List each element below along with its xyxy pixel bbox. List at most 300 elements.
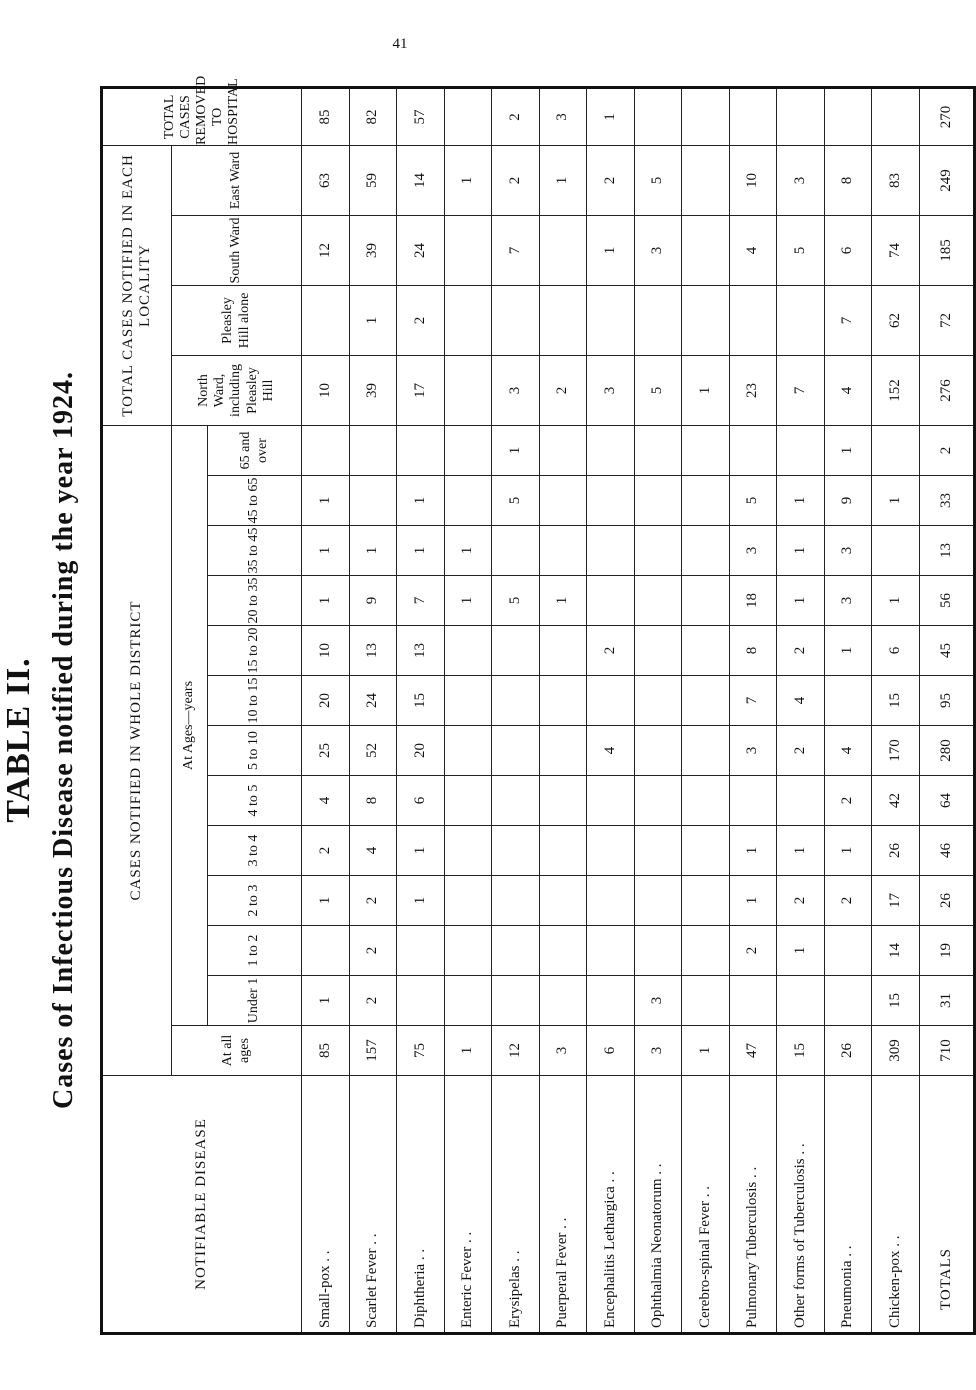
age-cell bbox=[397, 425, 445, 475]
age-cell bbox=[587, 826, 635, 876]
south-ward-cell: 6 bbox=[824, 215, 872, 285]
age-cell bbox=[349, 425, 397, 475]
total-north-ward: 276 bbox=[919, 355, 974, 425]
pleasley-hill-cell bbox=[302, 285, 350, 355]
age-cell bbox=[634, 826, 682, 876]
age-cell bbox=[824, 976, 872, 1026]
age-cell: 2 bbox=[587, 626, 635, 676]
age-cell bbox=[682, 476, 730, 526]
age-cell: 4 bbox=[587, 726, 635, 776]
age-cell bbox=[492, 776, 540, 826]
south-ward-cell bbox=[444, 215, 492, 285]
age-cell: 15 bbox=[872, 676, 920, 726]
all-ages-cell: 26 bbox=[824, 1026, 872, 1076]
total-age-cell: 46 bbox=[919, 826, 974, 876]
age-cell bbox=[634, 776, 682, 826]
age-cell: 4 bbox=[824, 726, 872, 776]
age-cell: 1 bbox=[302, 976, 350, 1026]
age-cell bbox=[587, 425, 635, 475]
age-cell: 13 bbox=[349, 626, 397, 676]
age-cell bbox=[539, 826, 587, 876]
age-cell bbox=[539, 626, 587, 676]
disease-name: Ophthalmia Neonatorum . . bbox=[634, 1076, 682, 1334]
north-ward-cell: 3 bbox=[492, 355, 540, 425]
east-ward-cell: 1 bbox=[539, 145, 587, 215]
age-cell bbox=[444, 726, 492, 776]
table-label: TABLE II. bbox=[0, 657, 37, 823]
age-cell bbox=[682, 826, 730, 876]
disease-name: Erysipelas . . bbox=[492, 1076, 540, 1334]
age-cell: 1 bbox=[397, 826, 445, 876]
age-group-header: 4 to 5 bbox=[208, 776, 302, 826]
total-age-cell: 45 bbox=[919, 626, 974, 676]
age-cell bbox=[682, 876, 730, 926]
north-ward-cell: 152 bbox=[872, 355, 920, 425]
age-cell: 1 bbox=[824, 826, 872, 876]
locality-east-header: East Ward bbox=[172, 145, 302, 215]
age-cell: 170 bbox=[872, 726, 920, 776]
age-cell bbox=[634, 926, 682, 976]
age-cell bbox=[634, 425, 682, 475]
age-cell: 1 bbox=[349, 526, 397, 576]
north-ward-cell: 7 bbox=[777, 355, 825, 425]
all-ages-cell: 12 bbox=[492, 1026, 540, 1076]
age-cell: 1 bbox=[302, 876, 350, 926]
age-group-header: 35 to 45 bbox=[208, 526, 302, 576]
hospital-cell: 1 bbox=[587, 87, 635, 145]
age-group-header: 15 to 20 bbox=[208, 626, 302, 676]
table-row bbox=[729, 87, 777, 1333]
south-ward-cell: 74 bbox=[872, 215, 920, 285]
pleasley-hill-cell bbox=[729, 285, 777, 355]
age-cell: 3 bbox=[729, 526, 777, 576]
age-cell bbox=[444, 425, 492, 475]
page-number: 41 bbox=[392, 36, 408, 52]
disease-name: Small-pox . . bbox=[302, 1076, 350, 1334]
age-group-header: 45 to 65 bbox=[208, 476, 302, 526]
age-cell: 24 bbox=[349, 676, 397, 726]
age-cell: 20 bbox=[397, 726, 445, 776]
pleasley-hill-cell bbox=[492, 285, 540, 355]
disease-name: Other forms of Tuberculosis . . bbox=[777, 1076, 825, 1334]
age-cell bbox=[729, 776, 777, 826]
age-cell: 1 bbox=[302, 476, 350, 526]
hospital-cell bbox=[444, 87, 492, 145]
age-cell bbox=[872, 425, 920, 475]
age-group-header: 10 to 15 bbox=[208, 676, 302, 726]
hospital-header: TOTAL CASES REMOVED TO HOSPITAL bbox=[102, 87, 302, 145]
age-cell bbox=[634, 676, 682, 726]
pleasley-hill-cell bbox=[587, 285, 635, 355]
age-cell: 1 bbox=[777, 576, 825, 626]
age-cell: 5 bbox=[492, 576, 540, 626]
all-ages-cell: 15 bbox=[777, 1026, 825, 1076]
hospital-cell bbox=[777, 87, 825, 145]
age-cell bbox=[682, 576, 730, 626]
all-ages-cell: 1 bbox=[444, 1026, 492, 1076]
age-cell: 8 bbox=[729, 626, 777, 676]
age-cell: 2 bbox=[824, 776, 872, 826]
age-cell bbox=[587, 976, 635, 1026]
east-ward-cell: 3 bbox=[777, 145, 825, 215]
total-all-ages: 710 bbox=[919, 1026, 974, 1076]
east-ward-cell: 8 bbox=[824, 145, 872, 215]
age-cell: 1 bbox=[539, 576, 587, 626]
age-cell: 4 bbox=[302, 776, 350, 826]
pleasley-hill-cell bbox=[539, 285, 587, 355]
age-group-header: Under 1 bbox=[208, 976, 302, 1026]
age-cell bbox=[444, 776, 492, 826]
age-cell: 2 bbox=[777, 876, 825, 926]
age-group-header: 3 to 4 bbox=[208, 826, 302, 876]
age-cell: 3 bbox=[634, 976, 682, 1026]
at-ages-header: At Ages—years bbox=[172, 425, 208, 1025]
pleasley-hill-cell: 2 bbox=[397, 285, 445, 355]
age-group-header: 5 to 10 bbox=[208, 726, 302, 776]
age-cell: 3 bbox=[729, 726, 777, 776]
age-cell: 1 bbox=[777, 826, 825, 876]
age-cell: 2 bbox=[302, 826, 350, 876]
age-cell: 4 bbox=[349, 826, 397, 876]
table-row bbox=[777, 87, 825, 1333]
table-row bbox=[349, 87, 397, 1333]
table-row bbox=[302, 87, 350, 1333]
east-ward-cell: 59 bbox=[349, 145, 397, 215]
east-ward-cell: 10 bbox=[729, 145, 777, 215]
total-hospital: 270 bbox=[919, 87, 974, 145]
age-cell bbox=[539, 776, 587, 826]
age-cell: 6 bbox=[397, 776, 445, 826]
age-cell bbox=[777, 425, 825, 475]
age-cell bbox=[444, 476, 492, 526]
age-cell bbox=[539, 976, 587, 1026]
age-cell bbox=[682, 626, 730, 676]
age-cell bbox=[872, 526, 920, 576]
locality-header: TOTAL CASES NOTIFIED IN EACH LOCALITY bbox=[102, 145, 172, 425]
age-group-header: 65 and over bbox=[208, 425, 302, 475]
table-row bbox=[587, 87, 635, 1333]
all-ages-cell: 3 bbox=[539, 1026, 587, 1076]
table-row bbox=[397, 87, 445, 1333]
age-cell bbox=[587, 776, 635, 826]
east-ward-cell: 14 bbox=[397, 145, 445, 215]
hospital-cell bbox=[824, 87, 872, 145]
age-cell bbox=[682, 976, 730, 1026]
age-cell: 25 bbox=[302, 726, 350, 776]
age-cell: 20 bbox=[302, 676, 350, 726]
hospital-cell: 82 bbox=[349, 87, 397, 145]
south-ward-cell: 24 bbox=[397, 215, 445, 285]
whole-district-header: CASES NOTIFIED IN WHOLE DISTRICT bbox=[102, 425, 172, 1075]
south-ward-cell bbox=[539, 215, 587, 285]
disease-name: Diphtheria . . bbox=[397, 1076, 445, 1334]
total-age-cell: 280 bbox=[919, 726, 974, 776]
totals-row bbox=[919, 87, 974, 1333]
age-cell: 17 bbox=[872, 876, 920, 926]
total-age-cell: 26 bbox=[919, 876, 974, 926]
age-cell bbox=[824, 676, 872, 726]
age-cell: 6 bbox=[872, 626, 920, 676]
hospital-cell: 2 bbox=[492, 87, 540, 145]
age-cell bbox=[539, 926, 587, 976]
age-cell: 3 bbox=[824, 576, 872, 626]
all-ages-cell: 1 bbox=[682, 1026, 730, 1076]
total-age-cell: 2 bbox=[919, 425, 974, 475]
north-ward-cell: 4 bbox=[824, 355, 872, 425]
age-cell bbox=[444, 876, 492, 926]
age-cell bbox=[777, 776, 825, 826]
age-cell: 14 bbox=[872, 926, 920, 976]
south-ward-cell: 5 bbox=[777, 215, 825, 285]
total-age-cell: 13 bbox=[919, 526, 974, 576]
east-ward-cell: 5 bbox=[634, 145, 682, 215]
south-ward-cell: 39 bbox=[349, 215, 397, 285]
age-cell bbox=[539, 526, 587, 576]
age-cell: 7 bbox=[729, 676, 777, 726]
age-cell: 1 bbox=[444, 576, 492, 626]
age-cell bbox=[729, 425, 777, 475]
age-cell bbox=[444, 926, 492, 976]
age-cell bbox=[634, 876, 682, 926]
age-cell bbox=[634, 576, 682, 626]
north-ward-cell bbox=[444, 355, 492, 425]
age-cell bbox=[397, 926, 445, 976]
age-cell: 1 bbox=[397, 876, 445, 926]
age-cell: 1 bbox=[444, 526, 492, 576]
locality-south-header: South Ward bbox=[172, 215, 302, 285]
pleasley-hill-cell: 7 bbox=[824, 285, 872, 355]
age-cell bbox=[539, 676, 587, 726]
age-cell: 2 bbox=[824, 876, 872, 926]
pleasley-hill-cell bbox=[444, 285, 492, 355]
age-cell bbox=[302, 425, 350, 475]
age-cell bbox=[587, 876, 635, 926]
rotated-page-content bbox=[0, 75, 954, 1390]
age-cell bbox=[444, 826, 492, 876]
age-cell: 26 bbox=[872, 826, 920, 876]
age-cell bbox=[539, 726, 587, 776]
age-group-header: 2 to 3 bbox=[208, 876, 302, 926]
pleasley-hill-cell bbox=[682, 285, 730, 355]
age-cell: 2 bbox=[729, 926, 777, 976]
disease-name: Encephalitis Lethargica . . bbox=[587, 1076, 635, 1334]
age-cell bbox=[682, 676, 730, 726]
north-ward-cell: 17 bbox=[397, 355, 445, 425]
age-cell: 18 bbox=[729, 576, 777, 626]
total-age-cell: 31 bbox=[919, 976, 974, 1026]
south-ward-cell: 3 bbox=[634, 215, 682, 285]
age-cell: 1 bbox=[824, 626, 872, 676]
disease-header: NOTIFIABLE DISEASE bbox=[102, 1076, 302, 1334]
age-cell: 1 bbox=[729, 826, 777, 876]
age-cell bbox=[634, 626, 682, 676]
north-ward-cell: 10 bbox=[302, 355, 350, 425]
north-ward-cell: 1 bbox=[682, 355, 730, 425]
table-row bbox=[634, 87, 682, 1333]
age-cell bbox=[587, 476, 635, 526]
pleasley-hill-cell: 62 bbox=[872, 285, 920, 355]
disease-name: Pneumonia . . bbox=[824, 1076, 872, 1334]
age-cell bbox=[682, 726, 730, 776]
age-cell: 5 bbox=[492, 476, 540, 526]
age-cell: 9 bbox=[349, 576, 397, 626]
age-cell bbox=[729, 976, 777, 1026]
east-ward-cell: 63 bbox=[302, 145, 350, 215]
age-cell: 5 bbox=[729, 476, 777, 526]
north-ward-cell: 5 bbox=[634, 355, 682, 425]
north-ward-cell: 23 bbox=[729, 355, 777, 425]
age-cell bbox=[444, 626, 492, 676]
age-cell: 8 bbox=[349, 776, 397, 826]
east-ward-cell: 2 bbox=[492, 145, 540, 215]
infectious-disease-table bbox=[100, 75, 976, 1335]
disease-name: Cerebro-spinal Fever . . bbox=[682, 1076, 730, 1334]
age-cell: 15 bbox=[397, 676, 445, 726]
all-ages-cell: 75 bbox=[397, 1026, 445, 1076]
locality-pleasley-header: Pleasley Hill alone bbox=[172, 285, 302, 355]
hospital-cell bbox=[682, 87, 730, 145]
age-cell: 2 bbox=[777, 726, 825, 776]
age-cell: 2 bbox=[777, 626, 825, 676]
age-cell: 2 bbox=[349, 876, 397, 926]
pleasley-hill-cell: 1 bbox=[349, 285, 397, 355]
age-cell: 1 bbox=[397, 476, 445, 526]
table-row bbox=[682, 87, 730, 1333]
north-ward-cell: 2 bbox=[539, 355, 587, 425]
all-ages-cell: 85 bbox=[302, 1026, 350, 1076]
all-ages-cell: 309 bbox=[872, 1026, 920, 1076]
total-age-cell: 95 bbox=[919, 676, 974, 726]
age-cell bbox=[539, 425, 587, 475]
age-cell bbox=[302, 926, 350, 976]
age-cell bbox=[444, 676, 492, 726]
age-cell bbox=[587, 576, 635, 626]
age-cell bbox=[682, 526, 730, 576]
east-ward-cell bbox=[682, 145, 730, 215]
disease-name: Puerperal Fever . . bbox=[539, 1076, 587, 1334]
age-cell bbox=[492, 526, 540, 576]
disease-name: Pulmonary Tuberculosis . . bbox=[729, 1076, 777, 1334]
age-cell: 1 bbox=[872, 576, 920, 626]
total-pleasley-hill: 72 bbox=[919, 285, 974, 355]
age-cell bbox=[349, 476, 397, 526]
total-east-ward: 249 bbox=[919, 145, 974, 215]
age-cell: 52 bbox=[349, 726, 397, 776]
age-cell bbox=[634, 476, 682, 526]
age-cell bbox=[492, 926, 540, 976]
age-cell: 1 bbox=[777, 926, 825, 976]
age-cell bbox=[682, 776, 730, 826]
south-ward-cell: 1 bbox=[587, 215, 635, 285]
age-cell: 1 bbox=[729, 876, 777, 926]
all-ages-cell: 6 bbox=[587, 1026, 635, 1076]
east-ward-cell: 83 bbox=[872, 145, 920, 215]
south-ward-cell: 12 bbox=[302, 215, 350, 285]
age-cell: 2 bbox=[349, 976, 397, 1026]
all-ages-cell: 157 bbox=[349, 1026, 397, 1076]
north-ward-cell: 39 bbox=[349, 355, 397, 425]
south-ward-cell: 4 bbox=[729, 215, 777, 285]
table-row bbox=[824, 87, 872, 1333]
age-cell: 10 bbox=[302, 626, 350, 676]
age-cell bbox=[492, 626, 540, 676]
age-cell bbox=[682, 425, 730, 475]
south-ward-cell bbox=[682, 215, 730, 285]
age-cell: 15 bbox=[872, 976, 920, 1026]
age-cell bbox=[444, 976, 492, 1026]
all-ages-header: At all ages bbox=[172, 1026, 302, 1076]
age-cell: 4 bbox=[777, 676, 825, 726]
east-ward-cell: 2 bbox=[587, 145, 635, 215]
disease-name: Scarlet Fever . . bbox=[349, 1076, 397, 1334]
east-ward-cell: 1 bbox=[444, 145, 492, 215]
locality-north-header: North Ward, including Pleasley Hill bbox=[172, 355, 302, 425]
age-cell: 1 bbox=[824, 425, 872, 475]
age-cell bbox=[539, 476, 587, 526]
age-cell: 1 bbox=[302, 526, 350, 576]
age-cell: 13 bbox=[397, 626, 445, 676]
age-cell: 9 bbox=[824, 476, 872, 526]
age-cell: 42 bbox=[872, 776, 920, 826]
age-cell: 7 bbox=[397, 576, 445, 626]
south-ward-cell: 7 bbox=[492, 215, 540, 285]
total-age-cell: 19 bbox=[919, 926, 974, 976]
hospital-cell bbox=[634, 87, 682, 145]
disease-name: Enteric Fever . . bbox=[444, 1076, 492, 1334]
age-cell: 2 bbox=[349, 926, 397, 976]
all-ages-cell: 3 bbox=[634, 1026, 682, 1076]
pleasley-hill-cell bbox=[634, 285, 682, 355]
age-cell bbox=[634, 526, 682, 576]
age-cell bbox=[587, 526, 635, 576]
table-row bbox=[872, 87, 920, 1333]
table-row bbox=[492, 87, 540, 1333]
total-south-ward: 185 bbox=[919, 215, 974, 285]
disease-name: Chicken-pox . . bbox=[872, 1076, 920, 1334]
age-cell bbox=[777, 976, 825, 1026]
pleasley-hill-cell bbox=[777, 285, 825, 355]
age-cell bbox=[492, 676, 540, 726]
age-cell bbox=[634, 726, 682, 776]
age-cell bbox=[587, 676, 635, 726]
hospital-cell bbox=[872, 87, 920, 145]
table-title: Cases of Infectious Disease notified during the year 1924. bbox=[48, 371, 79, 1110]
total-age-cell: 33 bbox=[919, 476, 974, 526]
total-age-cell: 64 bbox=[919, 776, 974, 826]
age-cell: 1 bbox=[397, 526, 445, 576]
age-cell bbox=[492, 876, 540, 926]
age-cell: 1 bbox=[302, 576, 350, 626]
age-cell: 3 bbox=[824, 526, 872, 576]
hospital-cell: 3 bbox=[539, 87, 587, 145]
all-ages-cell: 47 bbox=[729, 1026, 777, 1076]
age-cell: 1 bbox=[492, 425, 540, 475]
hospital-cell bbox=[729, 87, 777, 145]
age-cell: 1 bbox=[777, 526, 825, 576]
age-group-header: 1 to 2 bbox=[208, 926, 302, 976]
table-row bbox=[539, 87, 587, 1333]
age-cell bbox=[539, 876, 587, 926]
north-ward-cell: 3 bbox=[587, 355, 635, 425]
total-age-cell: 56 bbox=[919, 576, 974, 626]
age-cell bbox=[824, 926, 872, 976]
age-cell bbox=[587, 926, 635, 976]
age-group-header: 20 to 35 bbox=[208, 576, 302, 626]
hospital-cell: 57 bbox=[397, 87, 445, 145]
age-cell bbox=[682, 926, 730, 976]
totals-label: TOTALS bbox=[919, 1076, 974, 1334]
age-cell bbox=[492, 726, 540, 776]
